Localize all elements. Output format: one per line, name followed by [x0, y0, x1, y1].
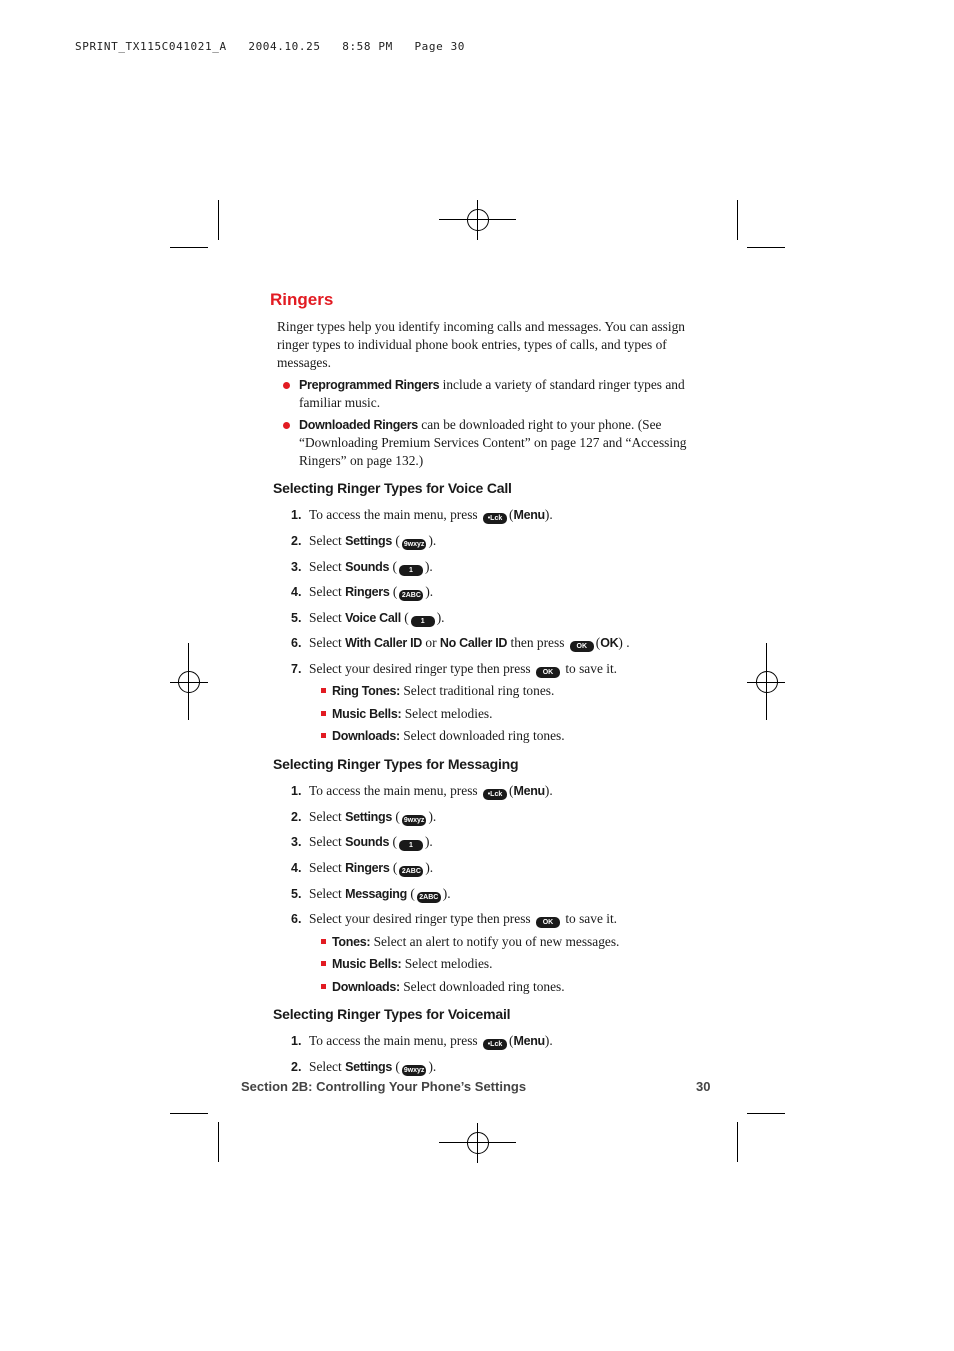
- option-text: Select downloaded ring tones.: [399, 728, 565, 743]
- step-text: Select your desired ringer type then press: [309, 661, 531, 676]
- ok-key-icon: OK: [536, 667, 560, 678]
- step: 6. Select With Caller ID or No Caller ID then press OK (OK) .: [291, 635, 630, 650]
- option-item: [332, 705, 492, 723]
- select-word: Select: [309, 1059, 346, 1074]
- menu-label: Menu: [513, 508, 545, 522]
- step-text: Select your desired ringer type then press: [309, 911, 531, 926]
- print-slug: SPRINT_TX115C041021_A 2004.10.25 8:58 PM Page 30: [75, 40, 466, 53]
- menu-label: Menu: [513, 784, 545, 798]
- key-9-icon: 9wxyz: [403, 817, 425, 824]
- step: 5. Select Messaging ( 2ABC ).: [291, 886, 451, 901]
- option-term: Tones:: [332, 935, 371, 949]
- option-text: Select melodies.: [401, 956, 493, 971]
- step-number: 6.: [291, 912, 302, 926]
- step: 1. To access the main menu, press •Lck (Menu).: [291, 1033, 553, 1048]
- step: 5. Select Voice Call ( 1 ).: [291, 610, 445, 625]
- select-word: Select: [309, 635, 346, 650]
- select-word: Select: [309, 809, 346, 824]
- step-number: 4.: [291, 861, 302, 875]
- menu-label: Menu: [513, 1034, 545, 1048]
- step-number: 7.: [291, 662, 302, 676]
- key-9-icon: 9wxyz: [403, 541, 425, 548]
- option-text: Select melodies.: [401, 706, 493, 721]
- bullet-term: Downloaded Ringers: [299, 418, 418, 432]
- ok-label: OK: [600, 636, 619, 650]
- square-bullet-icon: [321, 961, 326, 966]
- step-text: To access the main menu, press: [309, 1033, 478, 1048]
- step-text: To access the main menu, press: [309, 507, 478, 522]
- select-word: Select: [309, 533, 346, 548]
- step-number: 1.: [291, 784, 302, 798]
- step-label: Settings: [345, 810, 392, 824]
- step: 3. Select Sounds ( 1 ).: [291, 834, 433, 849]
- option-text: Select downloaded ring tones.: [399, 979, 565, 994]
- step: 2. Select Settings ( 9wxyz ).: [291, 809, 437, 824]
- ok-key-icon: OK: [536, 917, 560, 928]
- step-number: 6.: [291, 636, 302, 650]
- section-heading: Selecting Ringer Types for Messaging: [273, 756, 519, 772]
- bullet-item: [299, 416, 699, 470]
- step-number: 5.: [291, 611, 302, 625]
- bullet-item: [299, 376, 699, 412]
- key-9-icon: 9wxyz: [403, 1067, 425, 1074]
- option-text: Select traditional ring tones.: [400, 683, 555, 698]
- page-title: Ringers: [270, 290, 334, 309]
- step-label: Ringers: [345, 585, 390, 599]
- step: 1. To access the main menu, press •Lck (Menu).: [291, 507, 553, 522]
- step-label: Settings: [345, 1060, 392, 1074]
- section-heading: Selecting Ringer Types for Voice Call: [273, 480, 512, 496]
- option-term: Downloads:: [332, 980, 400, 994]
- step-number: 1.: [291, 508, 302, 522]
- step: 2. Select Settings ( 9wxyz ).: [291, 1059, 437, 1074]
- square-bullet-icon: [321, 984, 326, 989]
- select-word: Select: [309, 610, 346, 625]
- step-number: 2.: [291, 810, 302, 824]
- key-1-icon: 1: [399, 840, 423, 851]
- key-2-icon: 2ABC: [399, 590, 423, 601]
- or-word: or: [422, 635, 440, 650]
- option-item: [332, 682, 554, 700]
- bullet-term: Preprogrammed Ringers: [299, 378, 440, 392]
- step-label: Ringers: [345, 861, 390, 875]
- key-2-icon: 2ABC: [399, 866, 423, 877]
- step-label: Sounds: [345, 835, 390, 849]
- step: [291, 910, 618, 928]
- then-press-word: then press: [507, 635, 568, 650]
- step-label: Settings: [345, 534, 392, 548]
- option-text: Select an alert to notify you of new messages.: [370, 934, 620, 949]
- step-text: To access the main menu, press: [309, 783, 478, 798]
- step-number: 3.: [291, 835, 302, 849]
- option-term: Music Bells:: [332, 957, 402, 971]
- option-term: Downloads:: [332, 729, 400, 743]
- step: 2. Select Settings ( 9wxyz ).: [291, 533, 437, 548]
- step: 4. Select Ringers ( 2ABC ).: [291, 584, 434, 599]
- step-label: Messaging: [345, 887, 407, 901]
- bullet-dot: [283, 382, 290, 389]
- step: 3. Select Sounds ( 1 ).: [291, 559, 433, 574]
- square-bullet-icon: [321, 733, 326, 738]
- save-text: to save it.: [561, 911, 618, 926]
- bullet-dot: [283, 422, 290, 429]
- select-word: Select: [309, 886, 346, 901]
- step-label: With Caller ID: [345, 636, 423, 650]
- step-number: 2.: [291, 1060, 302, 1074]
- select-word: Select: [309, 584, 346, 599]
- step-number: 1.: [291, 1034, 302, 1048]
- step-number: 4.: [291, 585, 302, 599]
- option-term: Ring Tones:: [332, 684, 400, 698]
- menu-key-icon: •Lck: [483, 1039, 507, 1050]
- menu-key-icon: •Lck: [483, 513, 507, 524]
- step-number: 2.: [291, 534, 302, 548]
- save-text: to save it.: [561, 661, 618, 676]
- square-bullet-icon: [321, 711, 326, 716]
- select-word: Select: [309, 834, 346, 849]
- step-number: 3.: [291, 560, 302, 574]
- bullet-text: include a variety of standard ringer types and familiar music.: [299, 377, 685, 410]
- option-term: Music Bells:: [332, 707, 402, 721]
- step: 4. Select Ringers ( 2ABC ).: [291, 860, 434, 875]
- key-1-icon: 1: [399, 565, 423, 576]
- key-2-icon: 2ABC: [417, 892, 441, 903]
- step-label: Voice Call: [345, 611, 401, 625]
- option-item: [332, 933, 619, 951]
- step: [291, 660, 618, 678]
- step: 1. To access the main menu, press •Lck (Menu).: [291, 783, 553, 798]
- menu-key-icon: •Lck: [483, 789, 507, 800]
- section-footer: Section 2B: Controlling Your Phone’s Settings: [241, 1079, 527, 1094]
- section-heading: Selecting Ringer Types for Voicemail: [273, 1006, 511, 1022]
- option-item: [332, 955, 492, 973]
- square-bullet-icon: [321, 939, 326, 944]
- option-item: [332, 727, 565, 745]
- bullet-text: can be downloaded right to your phone. (See “Downloading Premium Services Content” on page 127 and “Accessing Ringers” on page 132.): [299, 417, 687, 468]
- square-bullet-icon: [321, 688, 326, 693]
- select-word: Select: [309, 860, 346, 875]
- select-word: Select: [309, 559, 346, 574]
- ok-key-icon: OK: [570, 641, 594, 652]
- step-label-alt: No Caller ID: [439, 636, 508, 650]
- intro-paragraph: Ringer types help you identify incoming calls and messages. You can assign ringer types to individual phone book entries, types of calls, and types of messages.: [277, 319, 685, 370]
- page-number: 30: [696, 1079, 711, 1094]
- key-1-icon: 1: [411, 616, 435, 627]
- step-label: Sounds: [345, 560, 390, 574]
- option-item: [332, 978, 565, 996]
- step-number: 5.: [291, 887, 302, 901]
